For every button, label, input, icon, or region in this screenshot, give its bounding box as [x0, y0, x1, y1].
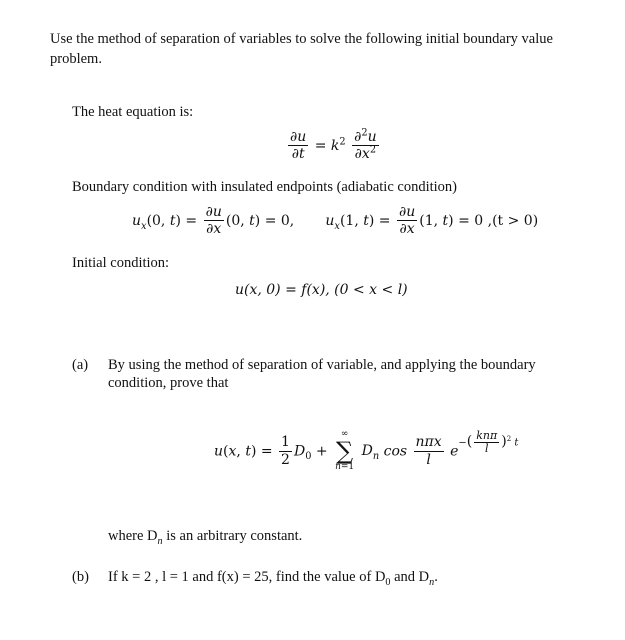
solution-formula: u(x, t) = $\frac{1}{2}$ $D_0$ + ∞ ∑ n=1 $D_n$ cos $\frac{\text{nπx}}{l}$ e−( $\frac{\text{knπ}}{l}$ )$^2$ t — [214, 429, 519, 473]
boundary-condition-label: Boundary condition with insulated endpoints (adiabatic condition) — [72, 179, 457, 195]
part-b-marker: (b) — [72, 569, 89, 585]
heat-equation-label: The heat equation is: — [72, 104, 194, 120]
boundary-tail: = 0 ,(t > 0) — [458, 213, 539, 230]
part-a-line-1: By using the method of separation of variable, and applying the boundary — [108, 357, 536, 373]
initial-condition-label: Initial condition: — [72, 255, 170, 271]
boundary-condition-equation: $u_x(0$, t) = $\frac{\partial u}{\partial x}$ (0, t) = 0, $u_x(1$, t) = $\frac{\partial u}{\partial x}$ (1, t) = 0 ,(t > 0) — [132, 204, 539, 238]
intro-line-2: problem. — [50, 51, 102, 67]
summation-sign: ∞ ∑ n=1 — [335, 429, 355, 473]
part-a-marker: (a) — [72, 357, 89, 373]
initial-condition-equation: u(x, 0) = f(x), (0 < x < l) — [235, 282, 408, 298]
intro-line-1: Use the method of separation of variables to solve the following initial boundary value — [50, 31, 553, 47]
part-b-text: If k = 2 , l = 1 and f(x) = 25, find the value of $D_0$ and $D_n$. — [108, 569, 438, 588]
where-statement: where $D_n$ is an arbitrary constant. — [108, 528, 303, 547]
exponent: −( $\frac{\text{knπ}}{l}$ )$^2$ t — [458, 429, 519, 456]
heat-equation: $\frac{\partial u}{\partial t}$ = $k^2$ $\frac{\partial^2u}{\partial x^2}$ — [290, 127, 377, 163]
part-a-line-2: condition, prove that — [108, 375, 229, 391]
